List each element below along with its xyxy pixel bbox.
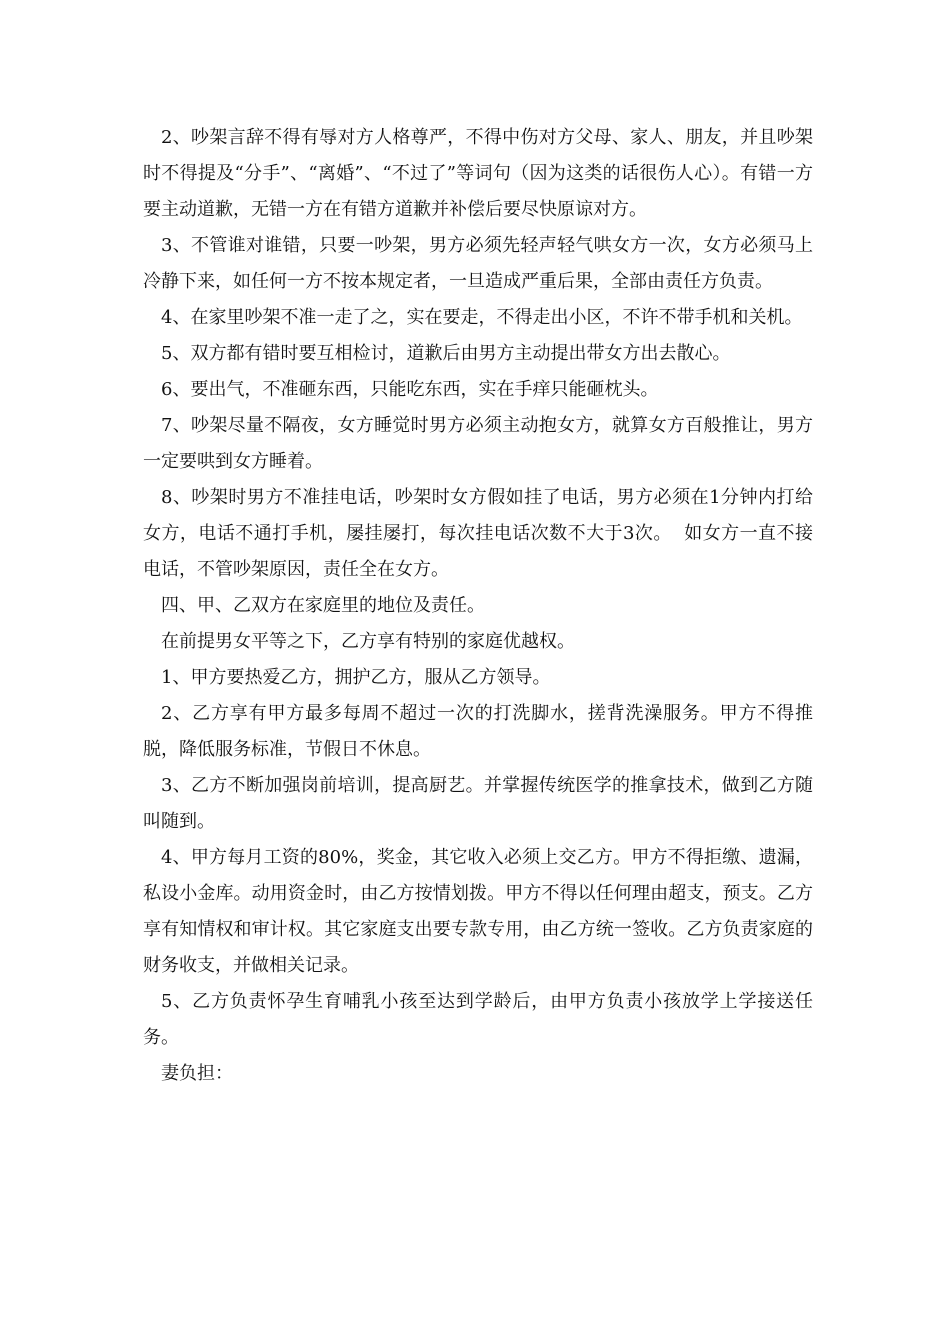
paragraph: 7、吵架尽量不隔夜，女方睡觉时男方必须主动抱女方，就算女方百般推让，男方一定要哄到女方睡着。	[143, 415, 813, 472]
paragraph: 5、乙方负责怀孕生育哺乳小孩至达到学龄后，由甲方负责小孩放学上学接送任务。	[143, 991, 813, 1048]
paragraph: 6、要出气，不准砸东西，只能吃东西，实在手痒只能砸枕头。	[161, 379, 659, 400]
paragraph: 5、双方都有错时要互相检讨，道歉后由男方主动提出带女方出去散心。	[161, 343, 731, 364]
paragraph: 1、甲方要热爱乙方，拥护乙方，服从乙方领导。	[161, 667, 551, 688]
paragraph: 8、吵架时男方不准挂电话，吵架时女方假如挂了电话，男方必须在1分钟内打给女方，电话不通打手机，屡挂屡打，每次挂电话次数不大于3次。 如女方一直不接电话，不管吵架原因，责任全在女方。	[143, 487, 813, 580]
paragraph: 2、乙方享有甲方最多每周不超过一次的打洗脚水，搓背洗澡服务。甲方不得推脱，降低服务标准，节假日不休息。	[143, 703, 813, 760]
section-heading: 四、甲、乙双方在家庭里的地位及责任。	[161, 595, 485, 616]
paragraph: 4、在家里吵架不准一走了之，实在要走，不得走出小区，不许不带手机和关机。	[161, 307, 803, 328]
document-page	[143, 120, 813, 1092]
paragraph: 在前提男女平等之下，乙方享有特别的家庭优越权。	[161, 631, 575, 652]
paragraph: 3、不管谁对谁错，只要一吵架，男方必须先轻声轻气哄女方一次，女方必须马上冷静下来，如任何一方不按本规定者，一旦造成严重后果，全部由责任方负责。	[143, 235, 813, 292]
paragraph: 4、甲方每月工资的80%，奖金，其它收入必须上交乙方。甲方不得拒缴、遗漏，私设小金库。动用资金时，由乙方按情划拨。甲方不得以任何理由超支，预支。乙方享有知情权和审计权。其它家庭支出要专款专用，由乙方统一签收。乙方负责家庭的财务收支，并做相关记录。	[143, 847, 813, 976]
paragraph: 妻负担：	[161, 1063, 233, 1084]
paragraph: 3、乙方不断加强岗前培训，提高厨艺。并掌握传统医学的推拿技术，做到乙方随叫随到。	[143, 775, 813, 832]
paragraph: 2、吵架言辞不得有辱对方人格尊严，不得中伤对方父母、家人、朋友，并且吵架时不得提及“分手”、“离婚”、“不过了”等词句（因为这类的话很伤人心）。有错一方要主动道歉，无错一方在有错方道歉并补偿后要尽快原谅对方。	[143, 127, 813, 220]
